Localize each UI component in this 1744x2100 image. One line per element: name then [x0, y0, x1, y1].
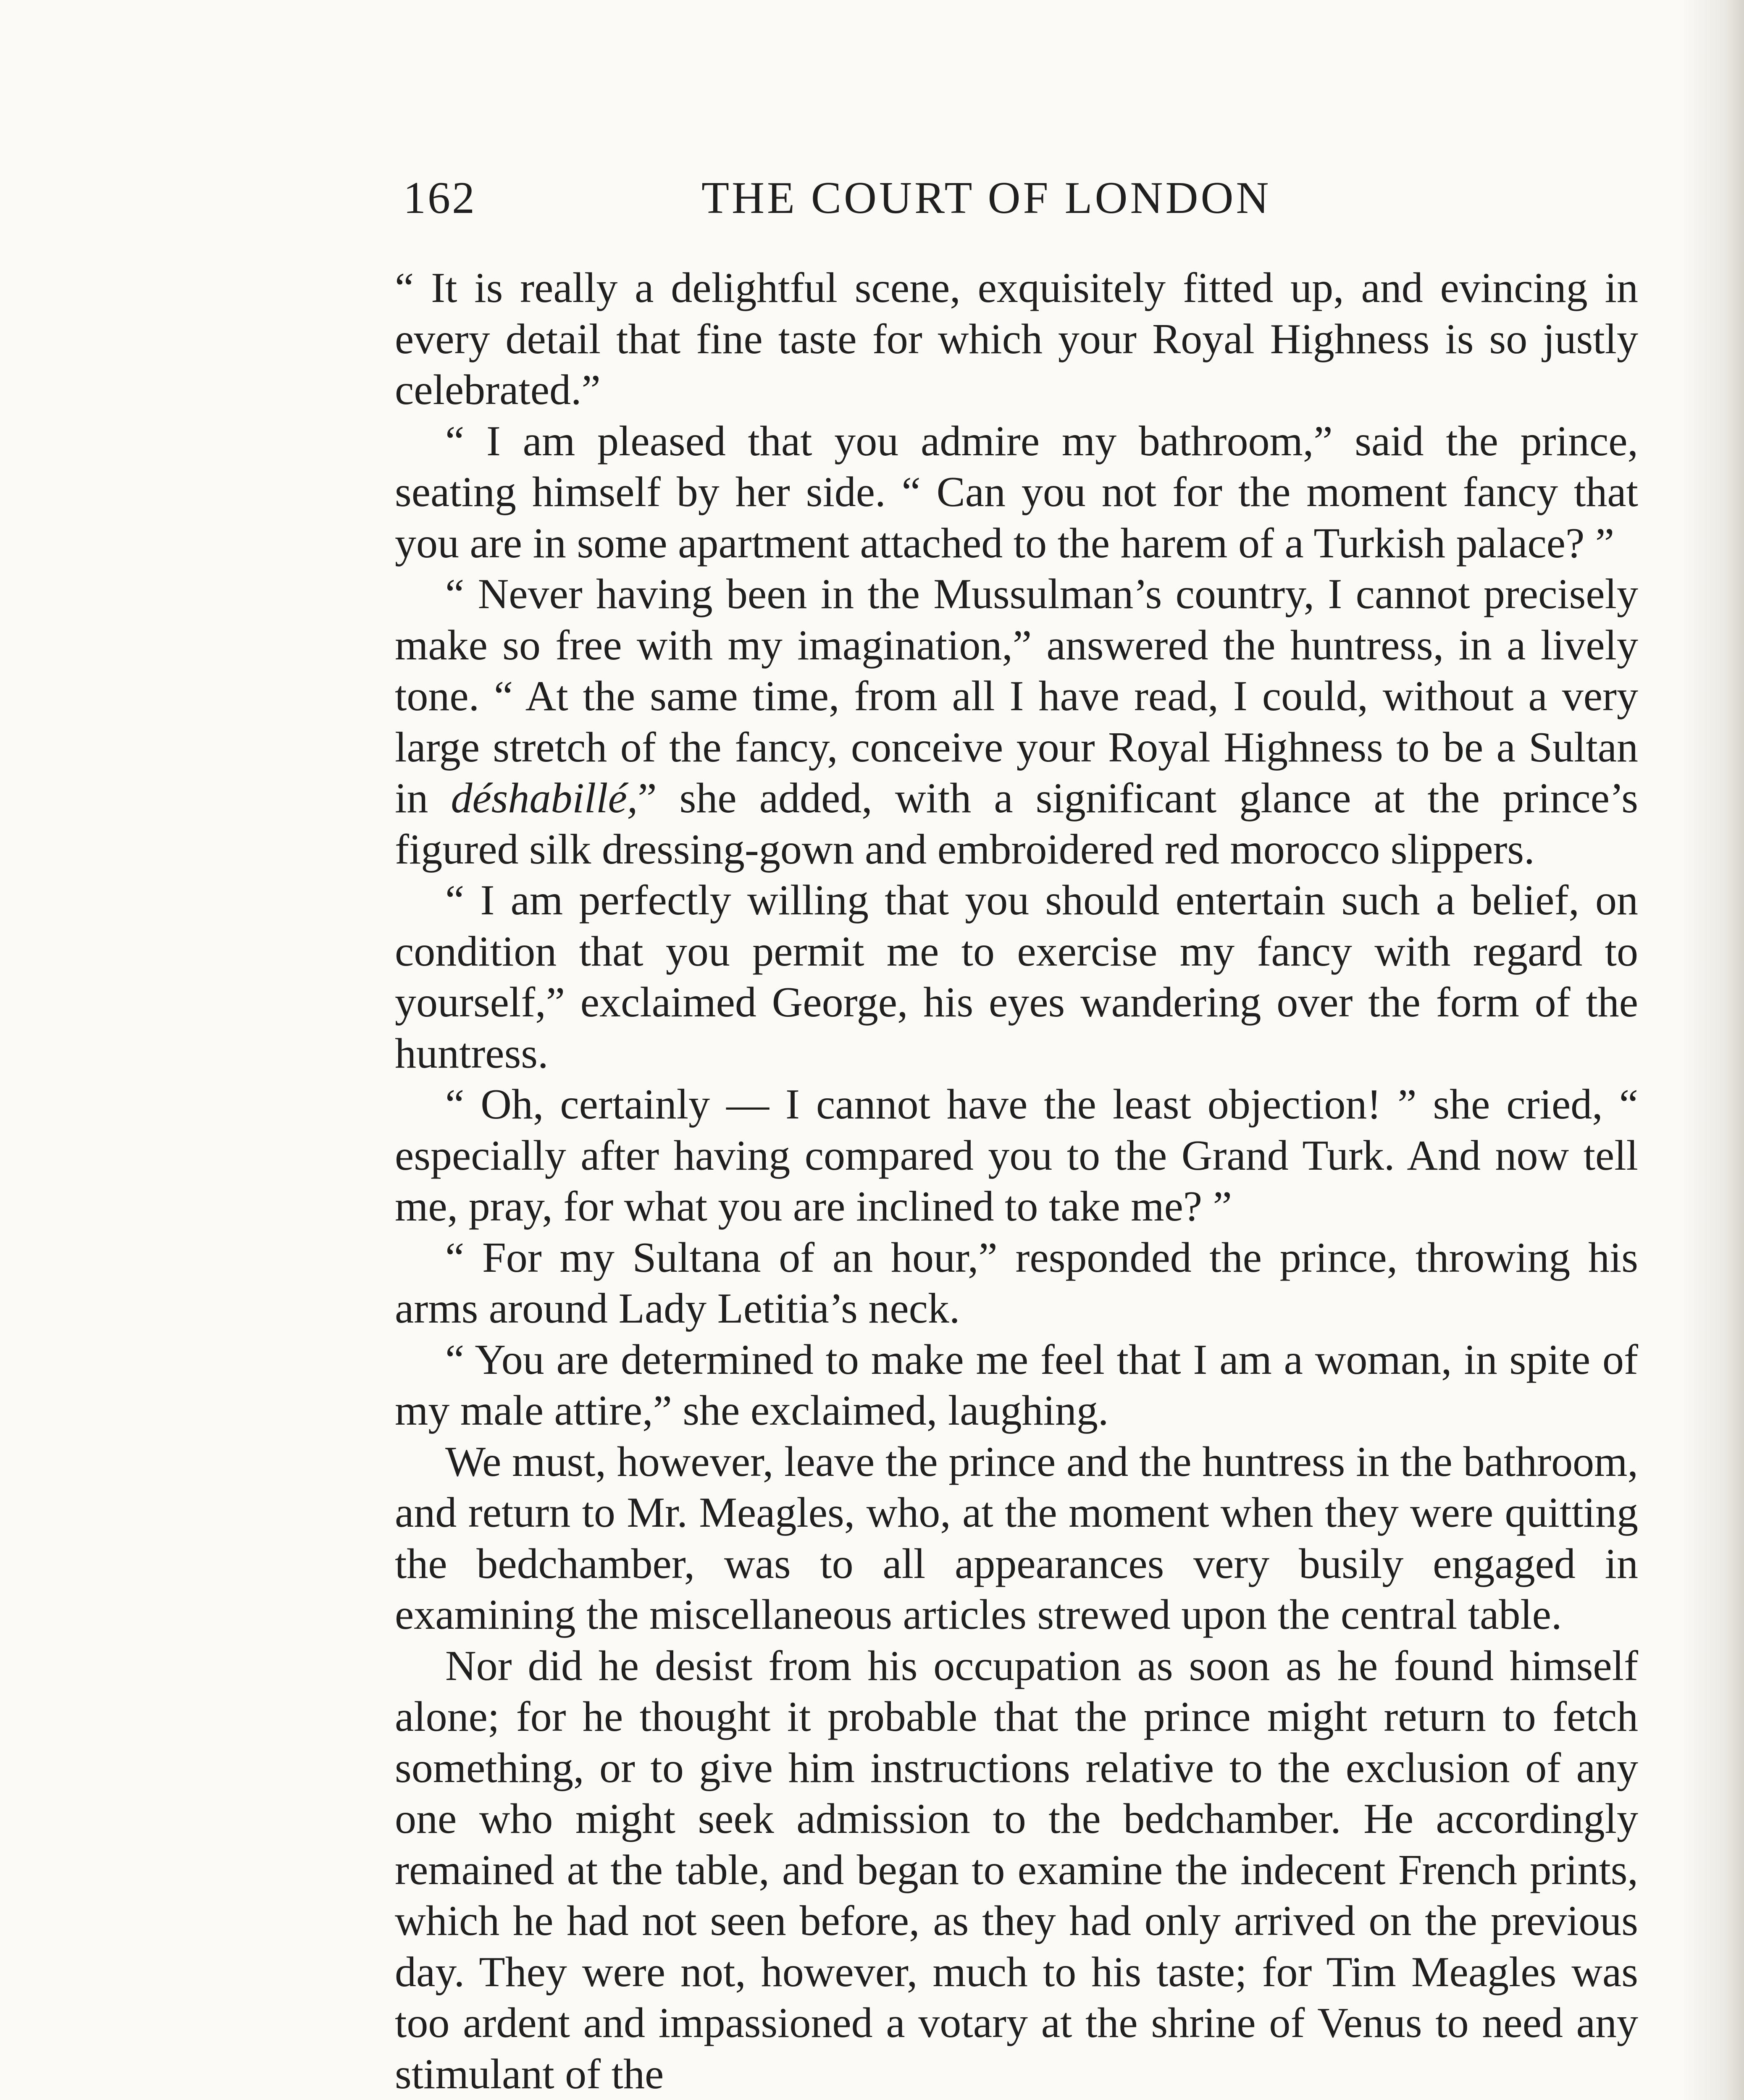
paragraph-2: “ I am pleased that you admire my bathroom,” said the prince, seating himself by her side. “ Can you not for the moment fancy that you are in some apartment attached to the harem of a Turkish palace? ” [395, 417, 1638, 567]
paragraph-5: “ Oh, certainly — I cannot have the least objection! ” she cried, “ especially after having compared you to the Grand Turk. And now tell me, pray, for what you are inclined to take me? ” [395, 1081, 1638, 1230]
paragraph-4: “ I am perfectly willing that you should entertain such a belief, on condition that you permit me to exercise my fancy with regard to yourself,” exclaimed George, his eyes wandering over the form of the huntress. [395, 877, 1638, 1077]
paragraph-3-end: ” she added, with a significant glance at the prince’s figured silk dressing-gown and embroidered red morocco slippers. [395, 774, 1638, 873]
page-header [395, 166, 1638, 233]
paragraph-7: “ You are determined to make me feel that I am a woman, in spite of my male attire,” she exclaimed, laughing. [395, 1336, 1638, 1434]
paragraph-1: “ It is really a delightful scene, exquisitely fitted up, and evincing in every detail that fine taste for which your Royal Highness is so justly celebrated.” [395, 264, 1638, 414]
paragraph-3-start: “ Never having been in the Mussulman’s country, I cannot precisely make so free with my imagination,” answered the huntress, in a lively tone. “ At the same time, from all I have read, I could, without a very large stretch of the fancy, conceive your Royal Highness to be a Sultan in [395, 570, 1638, 822]
body-text [395, 262, 1638, 2100]
page-number: 162 [403, 173, 476, 223]
paragraph-3-italic: déshabillé, [451, 774, 638, 822]
paragraph-3 [395, 569, 1638, 875]
running-head: THE COURT OF LONDON [701, 173, 1271, 223]
page-edge-shading [1681, 0, 1744, 2100]
paragraph-8: We must, however, leave the prince and the huntress in the bathroom, and return to Mr. Meagles, who, at the moment when they were quitting the bedchamber, was to all appearances very busily engaged in examining the miscellaneous articles strewed upon the central table. [395, 1438, 1638, 1638]
paragraph-9: Nor did he desist from his occupation as soon as he found himself alone; for he thought it probable that the prince might return to fetch something, or to give him instructions relative to the exclusion of any one who might seek admission to the bedchamber. He accordingly remained at the table, and began to examine the indecent French prints, which he had not seen before, as they had only arrived on the previous day. They were not, however, much to his taste; for Tim Meagles was too ardent and impassioned a votary at the shrine of Venus to need any stimulant of the [395, 1642, 1638, 2098]
paragraph-6: “ For my Sultana of an hour,” responded the prince, throwing his arms around Lady Letitia’s neck. [395, 1234, 1638, 1332]
